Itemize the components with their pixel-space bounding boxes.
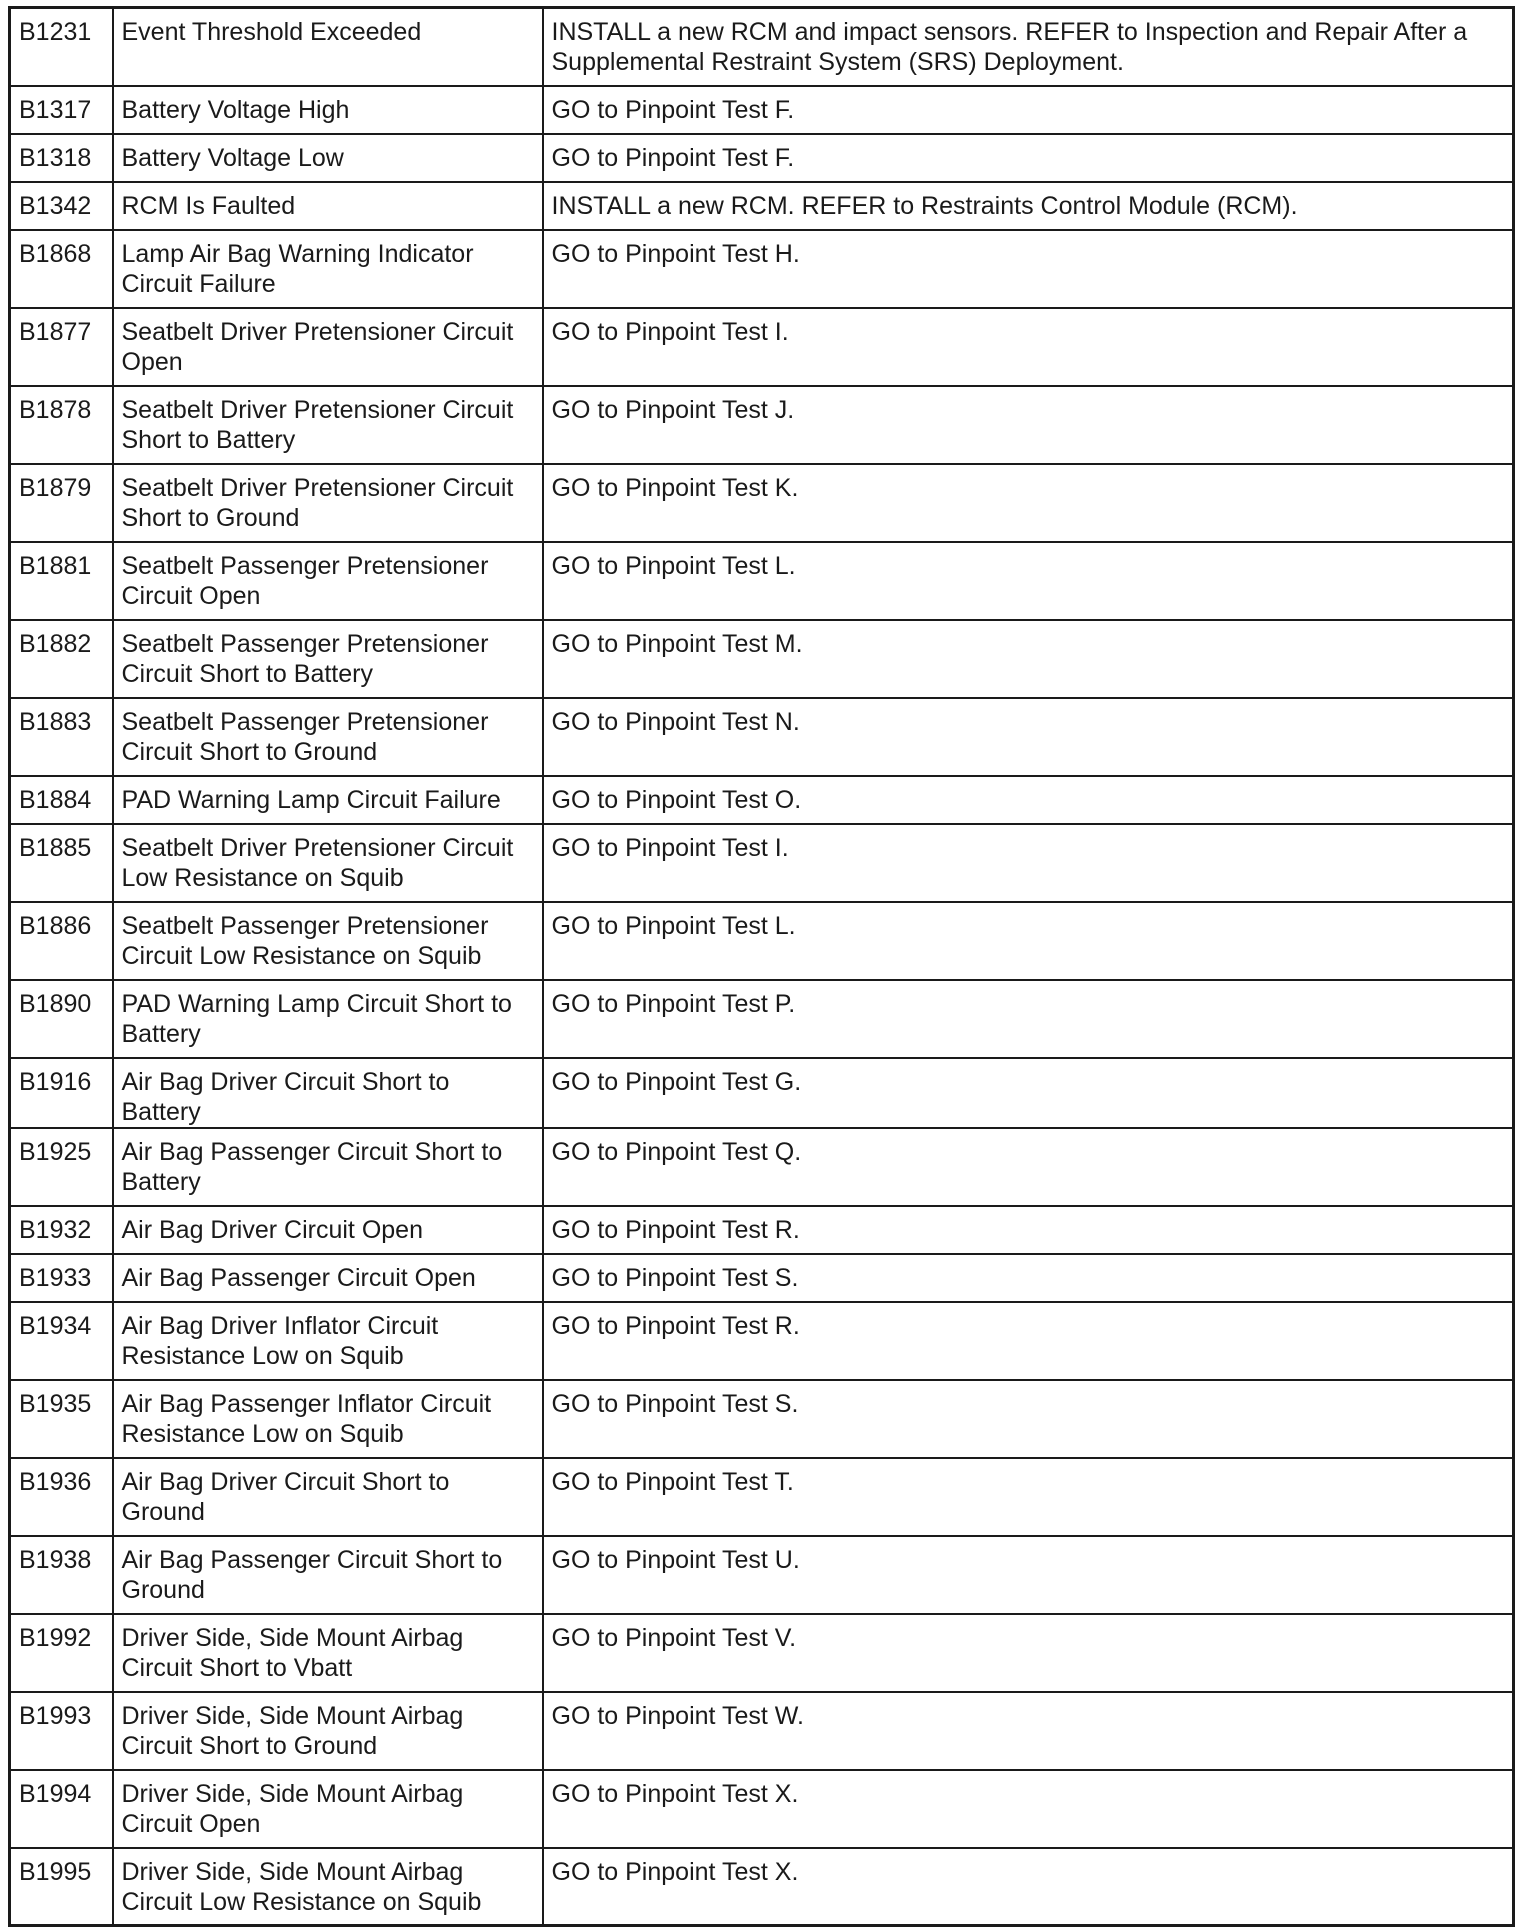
dtc-description-cell: Battery Voltage Low bbox=[113, 134, 543, 182]
dtc-description-cell: Air Bag Driver Circuit Open bbox=[113, 1206, 543, 1254]
dtc-action-cell: GO to Pinpoint Test O. bbox=[543, 776, 1514, 824]
table-row bbox=[10, 1254, 1514, 1302]
dtc-description-cell: Air Bag Passenger Circuit Short to Ground bbox=[113, 1536, 543, 1614]
table-row bbox=[10, 1380, 1514, 1458]
table-row bbox=[10, 182, 1514, 230]
dtc-description-cell: Seatbelt Driver Pretensioner Circuit Short to Battery bbox=[113, 386, 543, 464]
dtc-code-cell: B1881 bbox=[10, 542, 113, 620]
dtc-description-cell: RCM Is Faulted bbox=[113, 182, 543, 230]
dtc-code-cell: B1318 bbox=[10, 134, 113, 182]
dtc-code-cell: B1884 bbox=[10, 776, 113, 824]
table-row bbox=[10, 542, 1514, 620]
table-row bbox=[10, 1058, 1514, 1128]
dtc-code-cell: B1933 bbox=[10, 1254, 113, 1302]
dtc-code-cell: B1992 bbox=[10, 1614, 113, 1692]
dtc-action-cell: GO to Pinpoint Test P. bbox=[543, 980, 1514, 1058]
dtc-action-cell: GO to Pinpoint Test R. bbox=[543, 1302, 1514, 1380]
dtc-description-cell: Battery Voltage High bbox=[113, 86, 543, 134]
dtc-code-cell: B1925 bbox=[10, 1128, 113, 1206]
dtc-code-cell: B1868 bbox=[10, 230, 113, 308]
dtc-action-cell: GO to Pinpoint Test N. bbox=[543, 698, 1514, 776]
table-row bbox=[10, 1458, 1514, 1536]
table-row bbox=[10, 1206, 1514, 1254]
dtc-action-cell: GO to Pinpoint Test U. bbox=[543, 1536, 1514, 1614]
dtc-action-cell: GO to Pinpoint Test L. bbox=[543, 542, 1514, 620]
dtc-action-cell: GO to Pinpoint Test M. bbox=[543, 620, 1514, 698]
dtc-code-cell: B1342 bbox=[10, 182, 113, 230]
dtc-description-cell: Air Bag Driver Circuit Short to Battery bbox=[113, 1058, 543, 1128]
dtc-description-cell: Air Bag Passenger Inflator Circuit Resistance Low on Squib bbox=[113, 1380, 543, 1458]
dtc-action-cell: GO to Pinpoint Test F. bbox=[543, 86, 1514, 134]
dtc-description-cell: Seatbelt Driver Pretensioner Circuit Short to Ground bbox=[113, 464, 543, 542]
table-row bbox=[10, 1302, 1514, 1380]
dtc-action-cell: GO to Pinpoint Test Q. bbox=[543, 1128, 1514, 1206]
dtc-description-cell: Air Bag Passenger Circuit Short to Battery bbox=[113, 1128, 543, 1206]
dtc-code-cell: B1890 bbox=[10, 980, 113, 1058]
dtc-description-cell: Seatbelt Passenger Pretensioner Circuit Short to Battery bbox=[113, 620, 543, 698]
table-row bbox=[10, 902, 1514, 980]
dtc-description-cell: PAD Warning Lamp Circuit Short to Battery bbox=[113, 980, 543, 1058]
dtc-action-cell: GO to Pinpoint Test X. bbox=[543, 1848, 1514, 1926]
dtc-code-cell: B1995 bbox=[10, 1848, 113, 1926]
dtc-action-cell: GO to Pinpoint Test S. bbox=[543, 1380, 1514, 1458]
dtc-action-cell: GO to Pinpoint Test I. bbox=[543, 308, 1514, 386]
dtc-description-cell: Lamp Air Bag Warning Indicator Circuit Failure bbox=[113, 230, 543, 308]
dtc-code-cell: B1938 bbox=[10, 1536, 113, 1614]
table-row bbox=[10, 230, 1514, 308]
table-row bbox=[10, 824, 1514, 902]
table-row bbox=[10, 1536, 1514, 1614]
dtc-code-cell: B1879 bbox=[10, 464, 113, 542]
dtc-code-cell: B1932 bbox=[10, 1206, 113, 1254]
dtc-action-cell: GO to Pinpoint Test X. bbox=[543, 1770, 1514, 1848]
dtc-code-cell: B1878 bbox=[10, 386, 113, 464]
dtc-code-cell: B1882 bbox=[10, 620, 113, 698]
table-row bbox=[10, 1614, 1514, 1692]
dtc-description-cell: Seatbelt Passenger Pretensioner Circuit Low Resistance on Squib bbox=[113, 902, 543, 980]
dtc-description-cell: Driver Side, Side Mount Airbag Circuit Short to Ground bbox=[113, 1692, 543, 1770]
table-row bbox=[10, 86, 1514, 134]
table-row bbox=[10, 386, 1514, 464]
table-row bbox=[10, 8, 1514, 86]
dtc-description-cell: PAD Warning Lamp Circuit Failure bbox=[113, 776, 543, 824]
dtc-table-body bbox=[10, 8, 1514, 1926]
dtc-description-cell: Seatbelt Passenger Pretensioner Circuit Short to Ground bbox=[113, 698, 543, 776]
dtc-action-cell: GO to Pinpoint Test H. bbox=[543, 230, 1514, 308]
dtc-action-cell: GO to Pinpoint Test K. bbox=[543, 464, 1514, 542]
table-row bbox=[10, 698, 1514, 776]
dtc-action-cell: GO to Pinpoint Test G. bbox=[543, 1058, 1514, 1128]
dtc-description-cell: Air Bag Passenger Circuit Open bbox=[113, 1254, 543, 1302]
dtc-action-cell: GO to Pinpoint Test J. bbox=[543, 386, 1514, 464]
dtc-code-cell: B1936 bbox=[10, 1458, 113, 1536]
table-row bbox=[10, 776, 1514, 824]
table-row bbox=[10, 620, 1514, 698]
dtc-code-cell: B1994 bbox=[10, 1770, 113, 1848]
dtc-description-cell: Seatbelt Driver Pretensioner Circuit Open bbox=[113, 308, 543, 386]
dtc-action-cell: GO to Pinpoint Test V. bbox=[543, 1614, 1514, 1692]
table-row bbox=[10, 1848, 1514, 1926]
table-row bbox=[10, 980, 1514, 1058]
dtc-code-cell: B1993 bbox=[10, 1692, 113, 1770]
dtc-action-cell: GO to Pinpoint Test R. bbox=[543, 1206, 1514, 1254]
dtc-action-cell: GO to Pinpoint Test L. bbox=[543, 902, 1514, 980]
dtc-code-cell: B1886 bbox=[10, 902, 113, 980]
dtc-action-cell: GO to Pinpoint Test W. bbox=[543, 1692, 1514, 1770]
table-row bbox=[10, 308, 1514, 386]
table-row bbox=[10, 1128, 1514, 1206]
table-row bbox=[10, 1692, 1514, 1770]
dtc-description-cell: Air Bag Driver Inflator Circuit Resistance Low on Squib bbox=[113, 1302, 543, 1380]
dtc-code-cell: B1885 bbox=[10, 824, 113, 902]
table-row bbox=[10, 134, 1514, 182]
dtc-code-cell: B1935 bbox=[10, 1380, 113, 1458]
dtc-description-cell: Driver Side, Side Mount Airbag Circuit Open bbox=[113, 1770, 543, 1848]
dtc-action-cell: GO to Pinpoint Test F. bbox=[543, 134, 1514, 182]
dtc-code-cell: B1877 bbox=[10, 308, 113, 386]
dtc-description-cell: Seatbelt Passenger Pretensioner Circuit Open bbox=[113, 542, 543, 620]
table-row bbox=[10, 464, 1514, 542]
dtc-description-cell: Driver Side, Side Mount Airbag Circuit Short to Vbatt bbox=[113, 1614, 543, 1692]
dtc-description-cell: Event Threshold Exceeded bbox=[113, 8, 543, 86]
dtc-description-cell: Driver Side, Side Mount Airbag Circuit Low Resistance on Squib bbox=[113, 1848, 543, 1926]
dtc-description-cell: Air Bag Driver Circuit Short to Ground bbox=[113, 1458, 543, 1536]
dtc-action-cell: INSTALL a new RCM and impact sensors. REFER to Inspection and Repair After a Supplemental Restraint System (SRS) Deployment. bbox=[543, 8, 1514, 86]
dtc-code-cell: B1317 bbox=[10, 86, 113, 134]
dtc-document bbox=[8, 6, 1512, 1916]
dtc-action-cell: GO to Pinpoint Test T. bbox=[543, 1458, 1514, 1536]
dtc-action-cell: GO to Pinpoint Test S. bbox=[543, 1254, 1514, 1302]
dtc-description-cell: Seatbelt Driver Pretensioner Circuit Low Resistance on Squib bbox=[113, 824, 543, 902]
dtc-code-cell: B1231 bbox=[10, 8, 113, 86]
dtc-code-cell: B1934 bbox=[10, 1302, 113, 1380]
dtc-code-cell: B1916 bbox=[10, 1058, 113, 1128]
dtc-action-cell: GO to Pinpoint Test I. bbox=[543, 824, 1514, 902]
dtc-code-cell: B1883 bbox=[10, 698, 113, 776]
table-row bbox=[10, 1770, 1514, 1848]
dtc-table bbox=[8, 6, 1515, 1927]
dtc-action-cell: INSTALL a new RCM. REFER to Restraints Control Module (RCM). bbox=[543, 182, 1514, 230]
